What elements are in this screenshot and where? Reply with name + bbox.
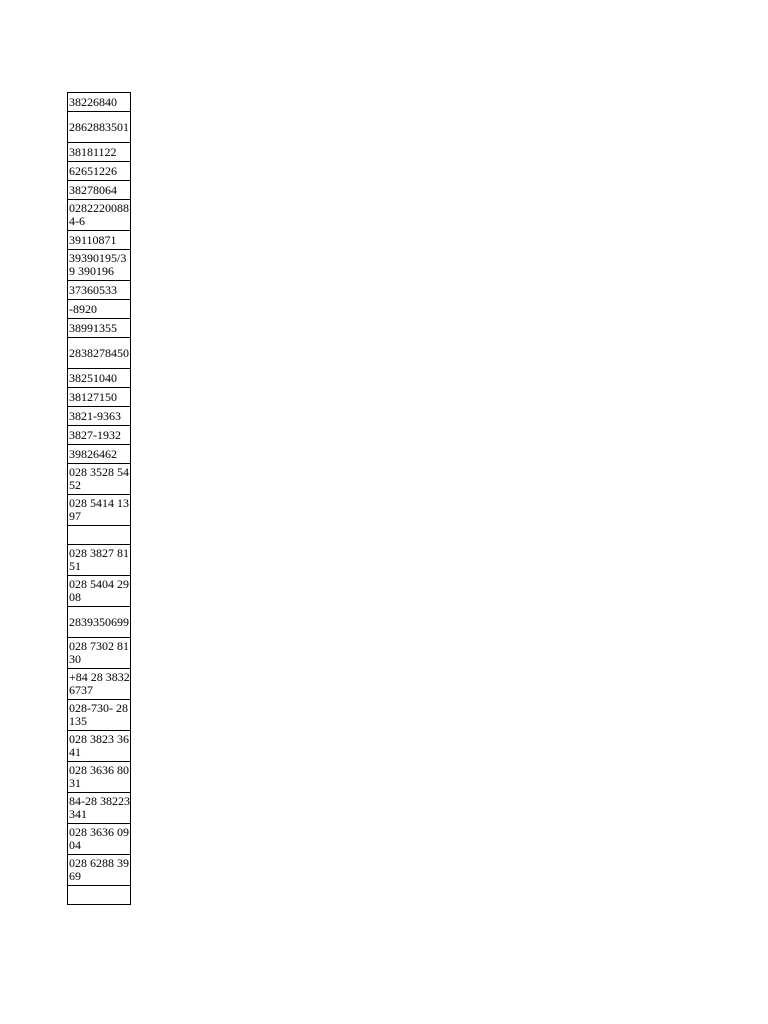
table-row <box>68 426 131 445</box>
phone-cell: 028 3636 8031 <box>68 762 131 793</box>
phone-cell <box>68 886 131 905</box>
table-row <box>68 281 131 300</box>
table-row <box>68 526 131 545</box>
phone-cell: 39390195/39 390196 <box>68 250 131 281</box>
phone-cell: 38251040 <box>68 369 131 388</box>
phone-cell: 2839350699 <box>68 607 131 638</box>
table-row <box>68 300 131 319</box>
phone-cell: 028 6288 3969 <box>68 855 131 886</box>
phone-cell: 028 3528 5452 <box>68 464 131 495</box>
phone-cell <box>68 526 131 545</box>
phone-number-table <box>67 92 131 905</box>
phone-cell: 2838278450 <box>68 338 131 369</box>
table-row <box>68 855 131 886</box>
table-row <box>68 731 131 762</box>
phone-cell: 84-28 38223341 <box>68 793 131 824</box>
table-row <box>68 143 131 162</box>
phone-cell: 0282220088 4-6 <box>68 200 131 231</box>
phone-cell: 38226840 <box>68 93 131 112</box>
table-row <box>68 338 131 369</box>
table-row <box>68 669 131 700</box>
table-row <box>68 250 131 281</box>
table-row <box>68 388 131 407</box>
phone-cell: 62651226 <box>68 162 131 181</box>
phone-cell: 028 3823 3641 <box>68 731 131 762</box>
table-row <box>68 112 131 143</box>
table-row <box>68 824 131 855</box>
table-row <box>68 886 131 905</box>
table-row <box>68 319 131 338</box>
table-row <box>68 607 131 638</box>
phone-cell: 028 7302 8130 <box>68 638 131 669</box>
table-row <box>68 495 131 526</box>
phone-cell: 3827-1932 <box>68 426 131 445</box>
table-row <box>68 181 131 200</box>
phone-cell: +84 28 38326737 <box>68 669 131 700</box>
table-row <box>68 576 131 607</box>
phone-cell: 38181122 <box>68 143 131 162</box>
phone-cell: 028 5414 1397 <box>68 495 131 526</box>
table-row <box>68 200 131 231</box>
phone-cell: -8920 <box>68 300 131 319</box>
phone-cell: 028 5404 2908 <box>68 576 131 607</box>
phone-cell: 39110871 <box>68 231 131 250</box>
table-row <box>68 464 131 495</box>
table-row <box>68 231 131 250</box>
table-row <box>68 369 131 388</box>
phone-cell: 39826462 <box>68 445 131 464</box>
table-row <box>68 162 131 181</box>
phone-cell: 2862883501 <box>68 112 131 143</box>
table-row <box>68 762 131 793</box>
phone-cell: 38278064 <box>68 181 131 200</box>
table-row <box>68 638 131 669</box>
phone-cell: 38991355 <box>68 319 131 338</box>
phone-cell: 37360533 <box>68 281 131 300</box>
phone-cell: 028 3636 0904 <box>68 824 131 855</box>
table-row <box>68 445 131 464</box>
table-row <box>68 93 131 112</box>
table-row <box>68 407 131 426</box>
phone-cell: 3821-9363 <box>68 407 131 426</box>
table-row <box>68 545 131 576</box>
phone-cell: 028 3827 8151 <box>68 545 131 576</box>
table-row <box>68 700 131 731</box>
table-row <box>68 793 131 824</box>
phone-cell: 028-730- 28135 <box>68 700 131 731</box>
phone-cell: 38127150 <box>68 388 131 407</box>
